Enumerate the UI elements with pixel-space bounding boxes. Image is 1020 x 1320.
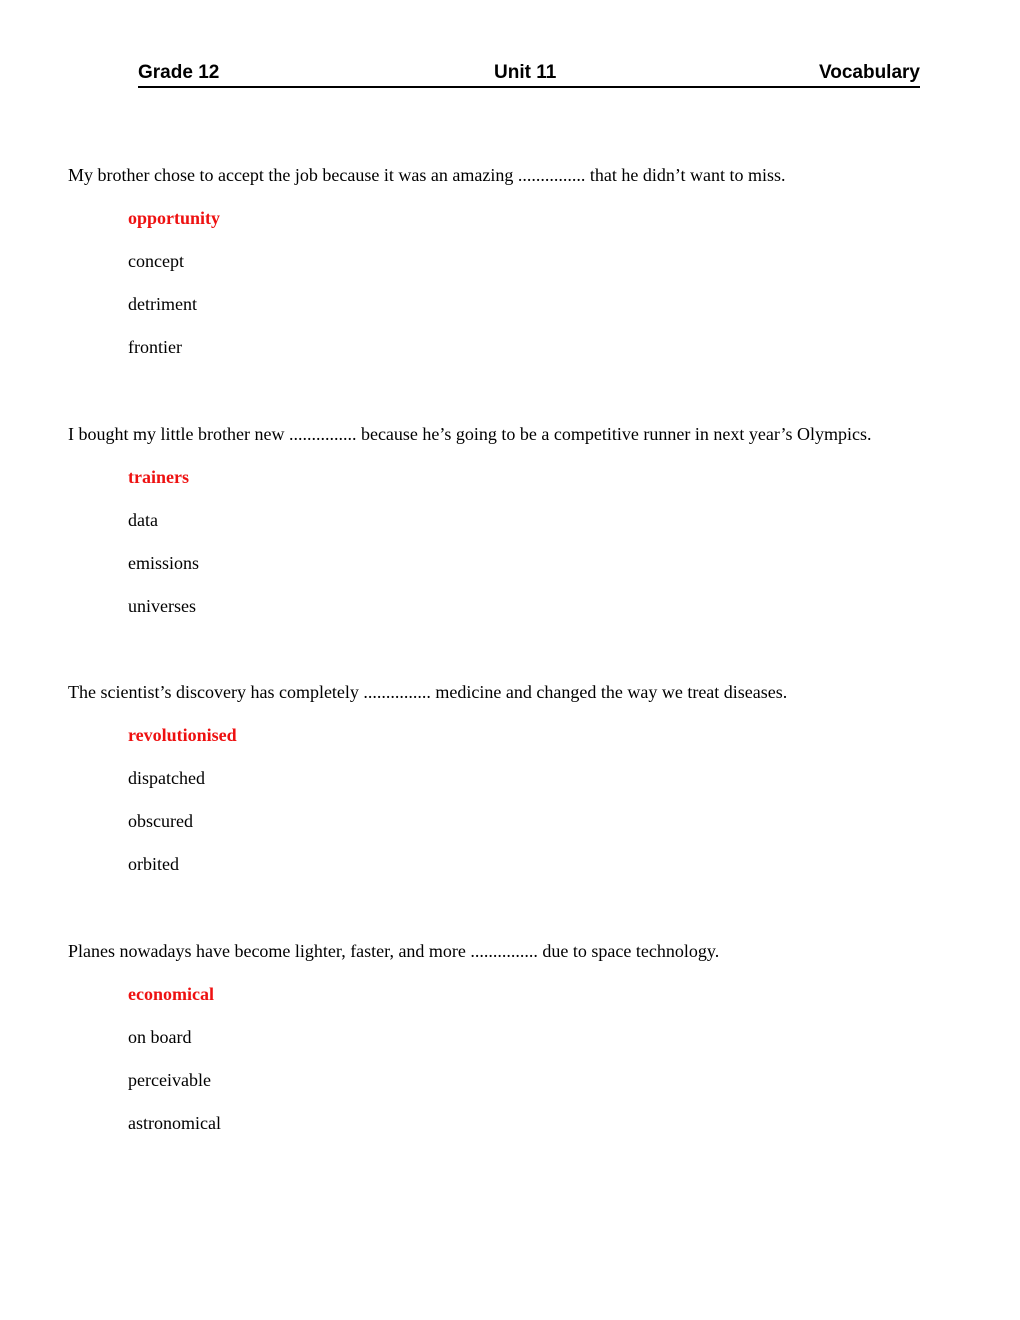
answer-option: astronomical (128, 1113, 221, 1133)
answer-option: on board (128, 1027, 192, 1047)
answer-option: data (128, 510, 158, 530)
question-stem: I bought my little brother new ............... because he’s going to be a competitive runner in next year’s Olympics. (68, 424, 872, 444)
correct-answer-option: trainers (128, 467, 189, 487)
answer-options (68, 466, 998, 617)
answer-options (68, 724, 998, 875)
answer-options (68, 983, 998, 1134)
answer-option: orbited (128, 854, 179, 874)
question-1 (68, 164, 998, 358)
correct-answer-option: opportunity (128, 208, 221, 228)
question-stem: The scientist’s discovery has completely ............... medicine and changed the way we treat diseases. (68, 682, 788, 702)
answer-options (68, 207, 998, 358)
answer-option: dispatched (128, 768, 205, 788)
answer-option: universes (128, 596, 196, 616)
subject-label: Vocabulary (818, 62, 920, 83)
answer-option: emissions (128, 553, 200, 573)
page-header (138, 60, 920, 88)
question-2 (68, 423, 998, 617)
answer-option: perceivable (128, 1070, 211, 1090)
correct-answer-option: revolutionised (128, 725, 237, 745)
answer-option: detriment (128, 294, 197, 314)
question-3 (68, 681, 998, 875)
grade-label: Grade 12 (138, 62, 220, 83)
question-stem: Planes nowadays have become lighter, faster, and more ............... due to space technology. (68, 941, 720, 961)
unit-label: Unit 11 (494, 62, 557, 83)
answer-option: concept (128, 251, 184, 271)
answer-option: frontier (128, 337, 182, 357)
correct-answer-option: economical (128, 984, 214, 1004)
question-stem: My brother chose to accept the job because it was an amazing ............... that he didn’t want to miss. (68, 165, 786, 185)
question-4 (68, 940, 998, 1134)
answer-option: obscured (128, 811, 193, 831)
